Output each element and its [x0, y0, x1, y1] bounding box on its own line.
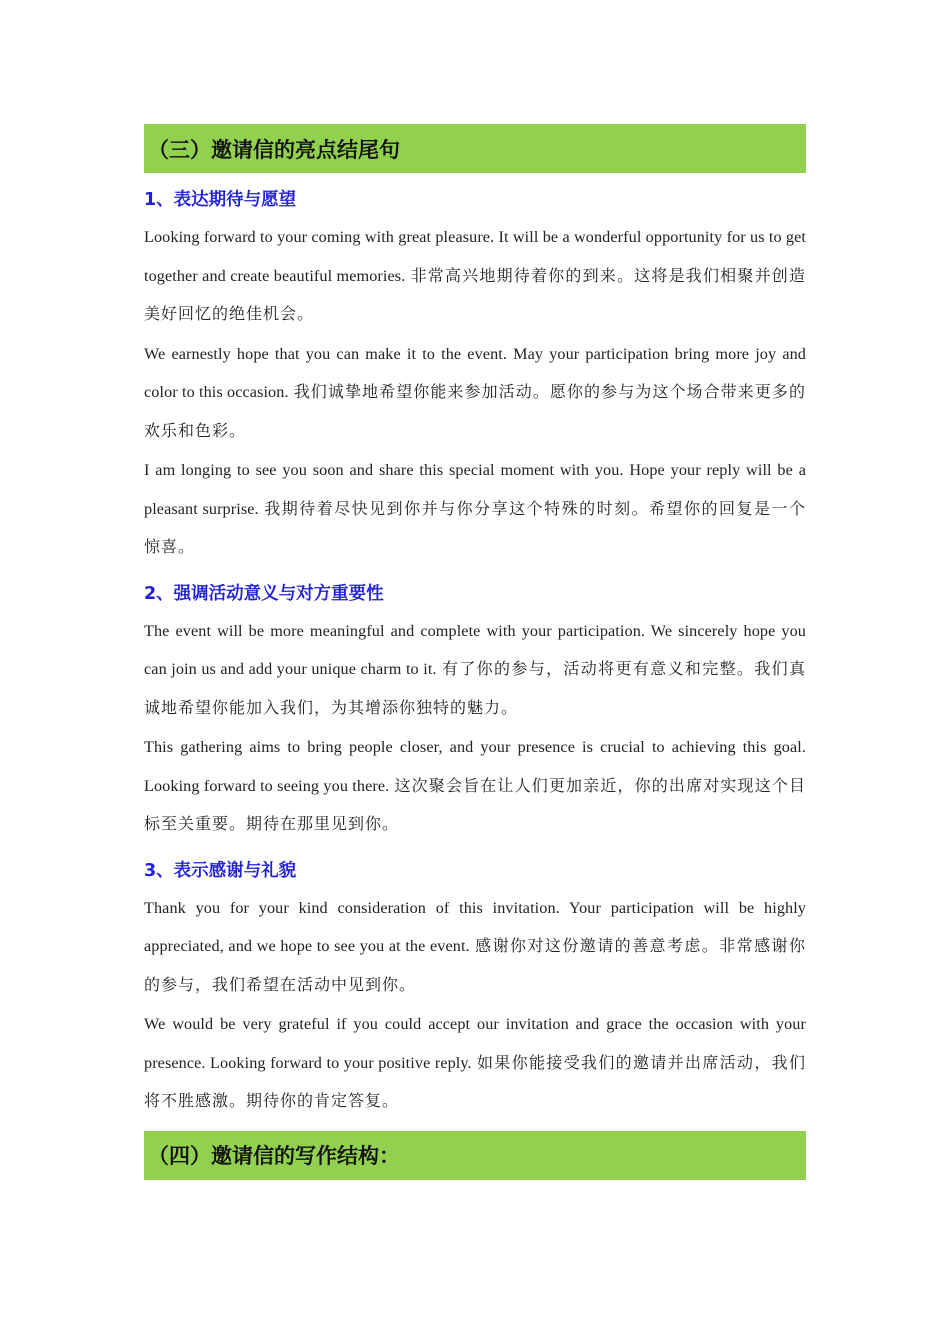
english-text: We earnestly hope that you can make it to the event. May your participation bring more joy and color to this occasion.	[144, 344, 806, 401]
section-title: （四）邀请信的写作结构：	[148, 1144, 400, 1168]
chinese-text: 这次聚会旨在让人们更加亲近，你的出席对实现这个目标至关重要。期待在那里见到你。	[144, 775, 806, 833]
section-title: （三）邀请信的亮点结尾句	[148, 137, 400, 162]
english-text: We would be very grateful if you could accept our invitation and grace the occasion with your presence. Looking forward to your positive reply.	[144, 1015, 806, 1072]
chinese-text: 感谢你对这份邀请的善意考虑。非常感谢你的参与，我们希望在活动中见到你。	[144, 936, 806, 994]
spacer	[144, 1123, 806, 1131]
english-text: The event will be more meaningful and complete with your participation. We sincerely hope you can join us and add your unique charm to it.	[144, 621, 806, 678]
english-text: Looking forward to your coming with great pleasure. It will be a wonderful opportunity for us to get together and create beautiful memories.	[144, 228, 806, 285]
english-text: This gathering aims to bring people closer, and your presence is crucial to achieving this goal. Looking forward to seeing you there.	[144, 738, 806, 795]
chinese-text: 有了你的参与，活动将更有意义和完整。我们真诚地希望你能加入我们，为其增添你独特的魅力。	[144, 659, 806, 717]
chinese-text: 如果你能接受我们的邀请并出席活动，我们将不胜感激。期待你的肯定答复。	[144, 1052, 806, 1110]
paragraph	[144, 613, 806, 728]
chinese-text: 我期待着尽快见到你并与你分享这个特殊的时刻。希望你的回复是一个惊喜。	[144, 498, 806, 556]
subheading-thanks-courtesy: 3、表示感谢与礼貌	[144, 860, 297, 881]
document-page	[144, 124, 806, 1180]
paragraph	[144, 890, 806, 1005]
english-text: I am longing to see you soon and share this special moment with you. Hope your reply will be a pleasant surprise.	[144, 461, 806, 518]
chinese-text: 非常高兴地期待着你的到来。这将是我们相聚并创造美好回忆的绝佳机会。	[144, 265, 806, 323]
paragraph	[144, 336, 806, 451]
section-header-four	[144, 1131, 806, 1180]
section-header-three	[144, 124, 806, 173]
paragraph	[144, 1006, 806, 1121]
english-text: Thank you for your kind consideration of this invitation. Your participation will be highly appreciated, and we hope to see you at the event.	[144, 898, 806, 955]
chinese-text: 我们诚挚地希望你能来参加活动。愿你的参与为这个场合带来更多的欢乐和色彩。	[144, 382, 806, 440]
paragraph	[144, 452, 806, 567]
subheading-event-significance: 2、强调活动意义与对方重要性	[144, 583, 384, 604]
paragraph	[144, 219, 806, 334]
paragraph	[144, 729, 806, 844]
subheading-expect-wish: 1、表达期待与愿望	[144, 190, 297, 210]
